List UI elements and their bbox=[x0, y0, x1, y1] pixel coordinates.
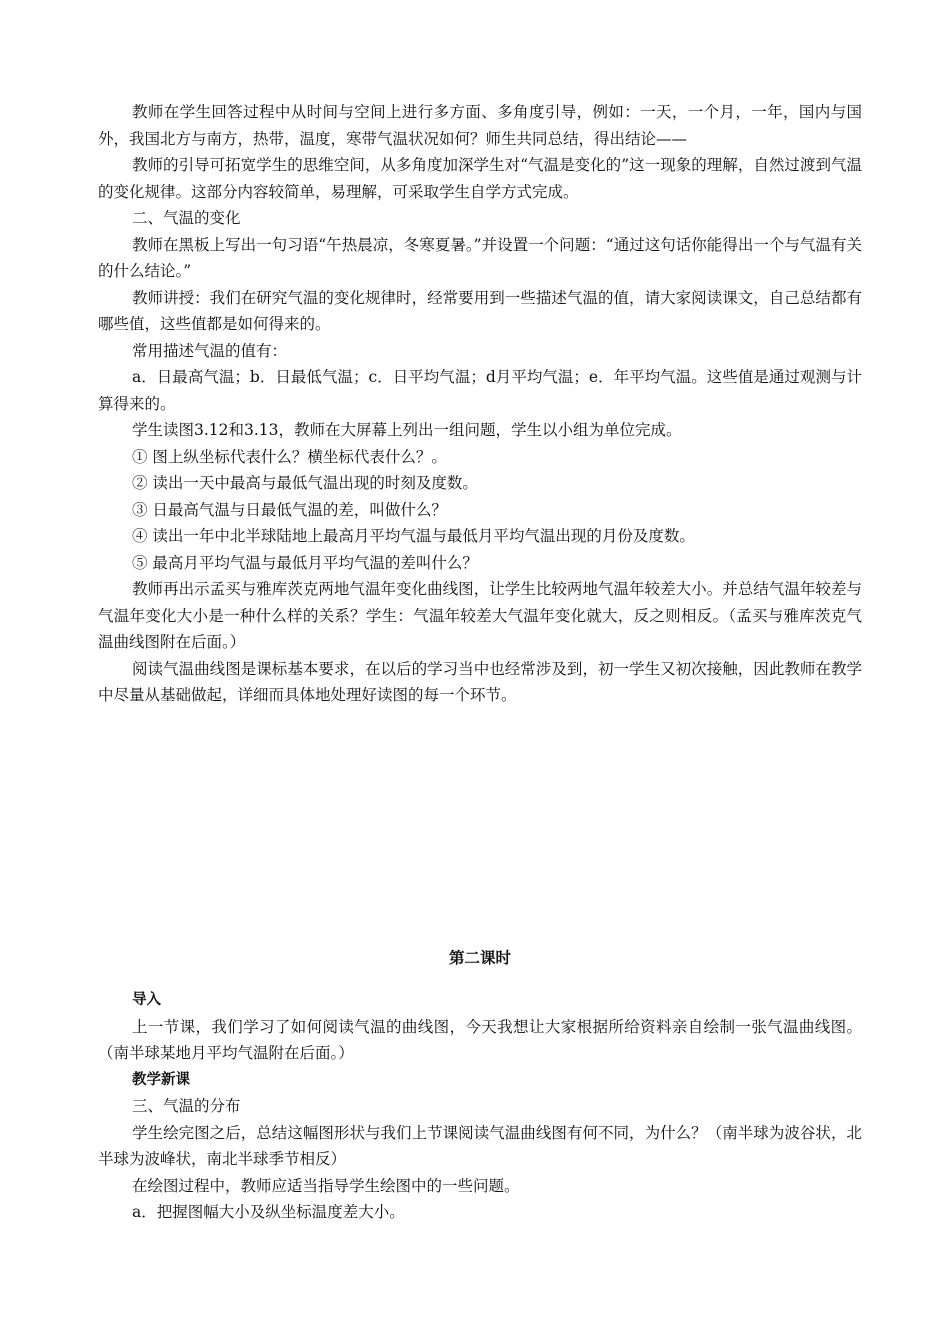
paragraph: 教师再出示孟买与雅库茨克两地气温年变化曲线图，让学生比较两地气温年较差大小。并总结气温年较差与气温年变化大小是一种什么样的关系？学生：气温年较差大气温年变化就大，反之则相反。（孟买与雅库茨克气温曲线图附在后面。） bbox=[98, 580, 862, 651]
intro-heading: 导入 bbox=[132, 992, 161, 1008]
question-item: ④ 读出一年中北半球陆地上最高月平均气温与最低月平均气温出现的月份及度数。 bbox=[132, 527, 695, 545]
paragraph: 阅读气温曲线图是课标基本要求，在以后的学习当中也经常涉及到，初一学生又初次接触，因此教师在教学中尽量从基础做起，详细而具体地处理好读图的每一个环节。 bbox=[98, 659, 862, 704]
paragraph: 教师在学生回答过程中从时间与空间上进行多方面、多角度引导，例如：一天，一个月，一年，国内与国外，我国北方与南方，热带，温度，寒带气温状况如何？师生共同总结，得出结论—— bbox=[98, 103, 862, 148]
question-item: ② 读出一天中最高与最低气温出现的时刻及度数。 bbox=[132, 474, 478, 492]
paragraph: 教师在黑板上写出一句习语“午热晨凉，冬寒夏暑。”并设置一个问题：“通过这句话你能得出一个与气温有关的什么结论。” bbox=[98, 235, 862, 280]
section-heading: 二、气温的变化 bbox=[132, 209, 241, 227]
paragraph: 上一节课，我们学习了如何阅读气温的曲线图，今天我想让大家根据所给资料亲自绘制一张气温曲线图。（南半球某地月平均气温附在后面。） bbox=[98, 1017, 862, 1062]
question-item: ③ 日最高气温与日最低气温的差，叫做什么？ bbox=[132, 500, 447, 519]
paragraph: 教师讲授：我们在研究气温的变化规律时，经常要用到一些描述气温的值，请大家阅读课文，自己总结都有哪些值，这些值都是如何得来的。 bbox=[98, 288, 862, 333]
document-page bbox=[98, 99, 862, 1226]
paragraph: a．日最高气温；b．日最低气温；c．日平均气温；d月平均气温；e．年平均气温。这些值是通过观测与计算得来的。 bbox=[98, 368, 862, 413]
paragraph: 在绘图过程中，教师应适当指导学生绘图中的一些问题。 bbox=[132, 1176, 520, 1195]
paragraph: 教师的引导可拓宽学生的思维空间，从多角度加深学生对“气温是变化的”这一现象的理解，自然过渡到气温的变化规律。这部分内容较简单，易理解，可采取学生自学方式完成。 bbox=[98, 156, 862, 201]
question-item: ⑤ 最高月平均气温与最低月平均气温的差叫什么？ bbox=[132, 553, 478, 572]
lesson-title: 第二课时 bbox=[448, 948, 511, 967]
paragraph: 常用描述气温的值有： bbox=[132, 341, 288, 360]
lesson-one-section bbox=[98, 99, 862, 939]
paragraph: 学生读图3.12和3.13，教师在大屏幕上列出一组问题，学生以小组为单位完成。 bbox=[132, 421, 682, 439]
paragraph: 学生绘完图之后，总结这幅图形状与我们上节课阅读气温曲线图有何不同，为什么？（南半球为波谷状，北半球为波峰状，南北半球季节相反） bbox=[98, 1123, 862, 1168]
new-lesson-heading: 教学新课 bbox=[132, 1071, 190, 1088]
question-item: ① 图上纵坐标代表什么？横坐标代表什么？。 bbox=[132, 447, 447, 466]
section-heading: 三、气温的分布 bbox=[132, 1097, 241, 1115]
paragraph: a．把握图幅大小及纵坐标温度差大小。 bbox=[132, 1203, 405, 1221]
